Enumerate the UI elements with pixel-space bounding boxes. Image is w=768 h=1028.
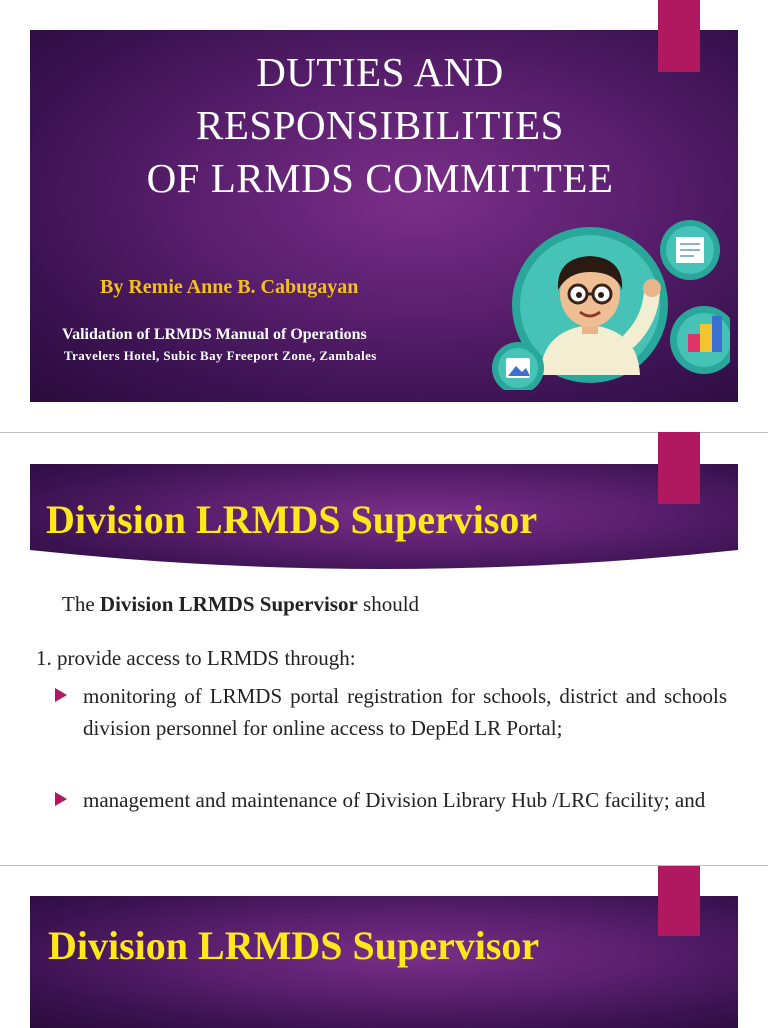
title-line-3: OF LRMDS COMMITTEE — [146, 155, 614, 201]
content-slide — [0, 432, 768, 864]
bar-chart-icon — [688, 334, 700, 352]
intro-bold: Division LRMDS Supervisor — [99, 592, 358, 616]
author-byline: By Remie Anne B. Cabugayan — [100, 276, 359, 298]
intro-text: The Division LRMDS Supervisor should — [62, 592, 420, 616]
banner-wave — [30, 550, 738, 576]
title-line-2: RESPONSIBILITIES — [196, 102, 564, 148]
title-line-1: DUTIES AND — [256, 49, 504, 95]
list-item: 1. provide access to LRMDS through: — [36, 646, 356, 670]
teacher-illustration — [490, 210, 730, 390]
slide-heading: Division LRMDS Supervisor — [48, 923, 540, 968]
slide-title — [30, 46, 730, 205]
event-title: Validation of LRMDS Manual of Operations — [62, 326, 367, 343]
slide-heading: Division LRMDS Supervisor — [46, 497, 538, 542]
accent-bar — [658, 432, 700, 504]
triangle-bullet-icon — [55, 688, 67, 702]
title-slide — [30, 30, 738, 402]
triangle-bullet-icon — [55, 792, 67, 806]
bullet-text: monitoring of LRMDS portal registration for schools, district and schools division personnel for online access to DepEd LR Portal; — [83, 684, 727, 740]
raised-hand — [643, 279, 661, 297]
content-slide-next — [0, 866, 768, 1024]
accent-bar — [658, 866, 700, 936]
bullet-text: management and maintenance of Division Library Hub /LRC facility; and — [83, 788, 706, 812]
event-location: Travelers Hotel, Subic Bay Freeport Zone, Zambales — [64, 348, 377, 363]
accent-bar — [658, 0, 700, 72]
